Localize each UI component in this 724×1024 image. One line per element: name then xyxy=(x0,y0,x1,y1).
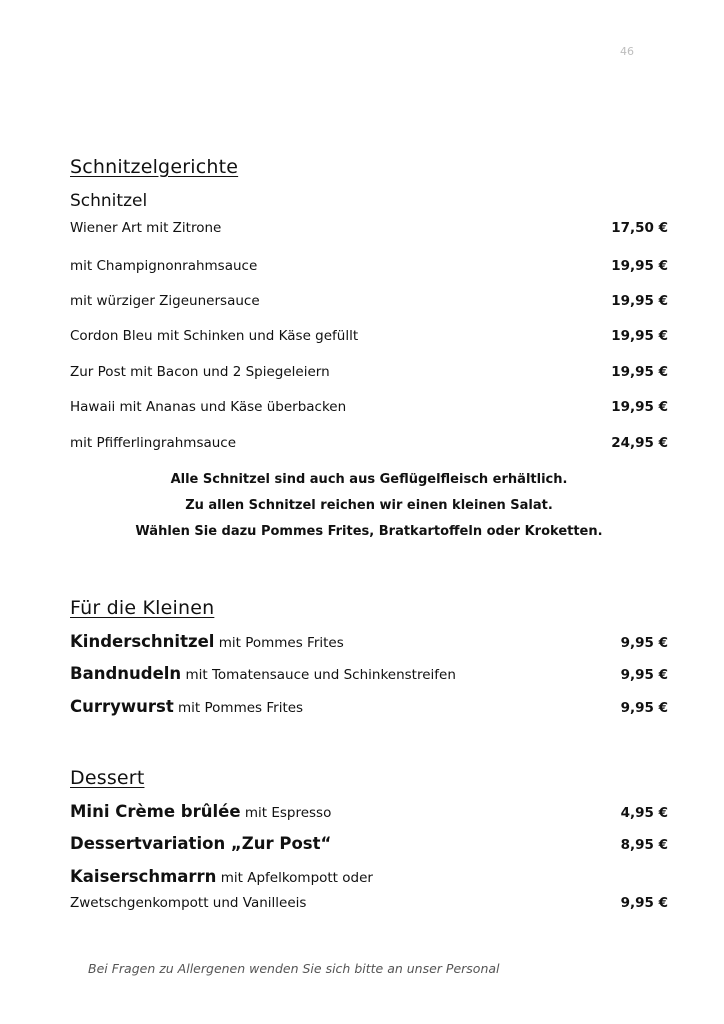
dish-price: 9,95 € xyxy=(620,895,668,911)
dish-name xyxy=(70,632,344,651)
dish-name: Cordon Bleu mit Schinken und Käse gefüllt xyxy=(70,328,359,344)
page-number: 46 xyxy=(620,45,634,58)
dish-desc: mit Apfelkompott oder xyxy=(220,870,373,886)
dish-desc: mit Pommes Frites xyxy=(178,700,304,716)
menu-row xyxy=(70,697,668,719)
dish-main: Mini Crème brûlée xyxy=(70,802,241,821)
dish-price: 4,95 € xyxy=(620,805,668,821)
menu-row xyxy=(70,364,668,386)
dish-price: 19,95 € xyxy=(611,399,668,415)
dish-desc: mit Pommes Frites xyxy=(218,635,344,651)
dish-price: 19,95 € xyxy=(611,258,668,274)
menu-row xyxy=(70,664,668,686)
menu-row xyxy=(70,399,668,421)
dish-price: 17,50 € xyxy=(611,220,668,236)
menu-row xyxy=(70,867,668,889)
dish-name: Zwetschgenkompott und Vanilleeis xyxy=(70,895,307,911)
dish-price: 8,95 € xyxy=(620,837,668,853)
dish-price: 9,95 € xyxy=(620,700,668,716)
dish-name: mit würziger Zigeunersauce xyxy=(70,293,260,309)
subtitle-schnitzel: Schnitzel xyxy=(70,191,148,211)
dish-name: Zur Post mit Bacon und 2 Spiegeleiern xyxy=(70,364,330,380)
dish-main: Kinderschnitzel xyxy=(70,632,215,651)
dish-name xyxy=(70,802,331,821)
menu-row xyxy=(70,834,668,856)
allergen-footer: Bei Fragen zu Allergenen wenden Sie sich bitte an unser Personal xyxy=(88,961,500,976)
dish-desc: mit Espresso xyxy=(244,805,332,821)
dish-name xyxy=(70,664,456,683)
section-title-kids: Für die Kleinen xyxy=(70,597,215,619)
menu-row xyxy=(70,328,668,350)
menu-row xyxy=(70,802,668,824)
menu-row xyxy=(70,220,668,242)
menu-row xyxy=(70,895,668,917)
dish-main: Bandnudeln xyxy=(70,664,182,683)
menu-row xyxy=(70,435,668,457)
schnitzel-note: Wählen Sie dazu Pommes Frites, Bratkartoffeln oder Kroketten. xyxy=(135,524,603,539)
dish-price: 9,95 € xyxy=(620,635,668,651)
dish-name: Hawaii mit Ananas und Käse überbacken xyxy=(70,399,347,415)
dish-price: 19,95 € xyxy=(611,364,668,380)
dish-name xyxy=(70,867,373,886)
dish-price: 24,95 € xyxy=(611,435,668,451)
menu-row xyxy=(70,632,668,654)
dish-main: Currywurst xyxy=(70,697,174,716)
schnitzel-note: Zu allen Schnitzel reichen wir einen kleinen Salat. xyxy=(185,498,553,513)
dish-name: Wiener Art mit Zitrone xyxy=(70,220,222,236)
menu-row xyxy=(70,258,668,280)
dish-name xyxy=(70,697,303,716)
section-title-schnitzelgerichte: Schnitzelgerichte xyxy=(70,156,239,178)
dish-name xyxy=(70,834,331,853)
dish-main: Dessertvariation „Zur Post“ xyxy=(70,834,332,853)
dish-price: 9,95 € xyxy=(620,667,668,683)
dish-price: 19,95 € xyxy=(611,328,668,344)
dish-desc: mit Tomatensauce und Schinkenstreifen xyxy=(185,667,456,683)
schnitzel-note: Alle Schnitzel sind auch aus Geflügelfleisch erhältlich. xyxy=(170,472,568,487)
dish-main: Kaiserschmarrn xyxy=(70,867,217,886)
dish-name: mit Champignonrahmsauce xyxy=(70,258,258,274)
dish-name: mit Pfifferlingrahmsauce xyxy=(70,435,237,451)
section-title-dessert: Dessert xyxy=(70,767,145,789)
menu-row xyxy=(70,293,668,315)
dish-price: 19,95 € xyxy=(611,293,668,309)
